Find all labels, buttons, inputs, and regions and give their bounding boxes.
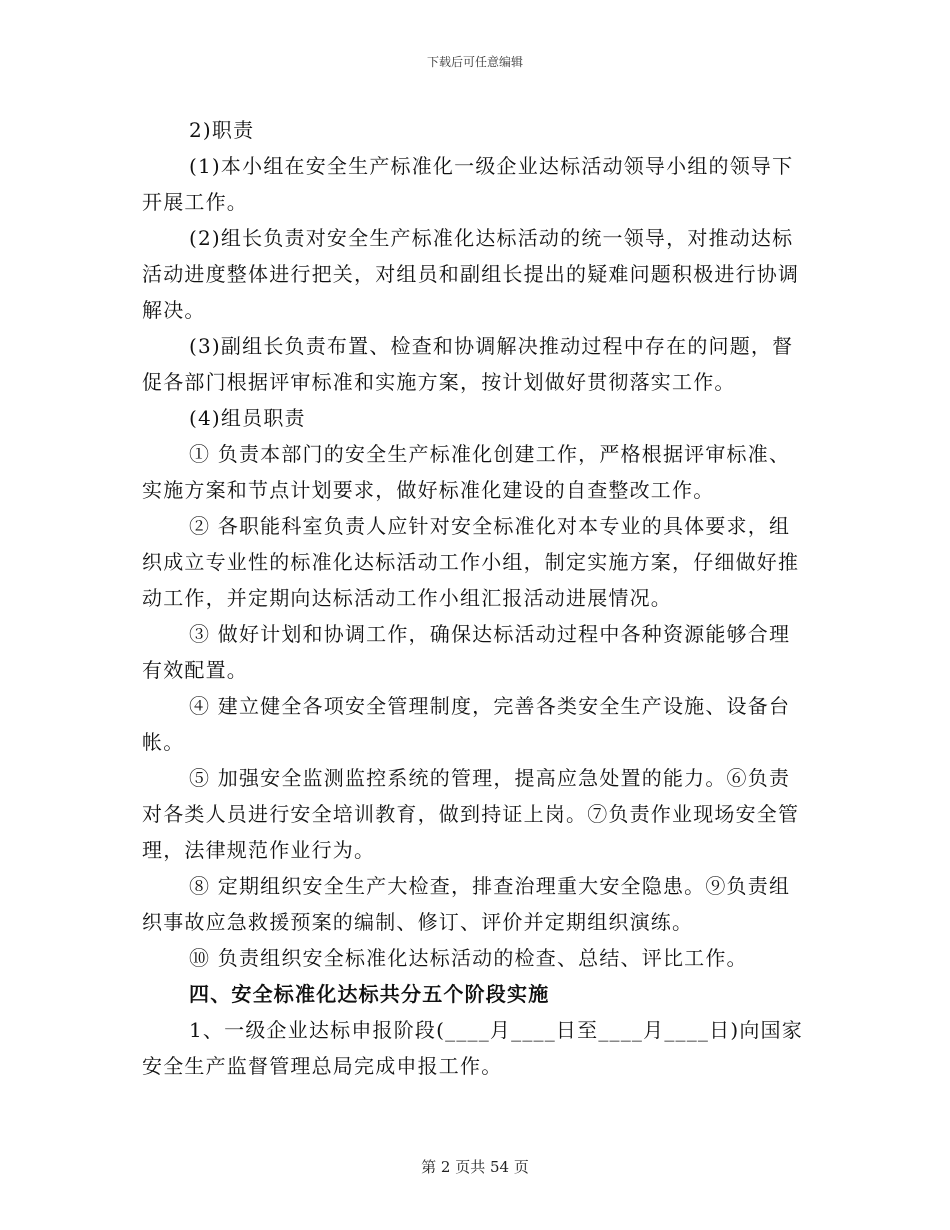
paragraph-circled-1: ① 负责本部门的安全生产标准化创建工作，严格根据评审标准、实施方案和节点计划要求，做好标准化建设的自查整改工作。: [142, 442, 791, 502]
paragraph-duties-heading: 2)职责: [189, 118, 255, 142]
paragraph-phase-1: 1、一级企业达标申报阶段(____月____日至____月____日)向国家安全生产监督管理总局完成申报工作。: [142, 1018, 803, 1078]
paragraph-item-2: (2)组长负责对安全生产标准化达标活动的统一领导，对推动达标活动进度整体进行把关，对组员和副组长提出的疑难问题积极进行协调解决。: [142, 226, 800, 322]
section-heading-four: 四、安全标准化达标共分五个阶段实施: [189, 982, 550, 1006]
page-footer: 第 2 页共 54 页: [421, 1158, 529, 1176]
paragraph-item-4: (4)组员职责: [189, 406, 306, 430]
page-header: 下载后可任意编辑: [426, 55, 523, 69]
paragraph-circled-3: ③ 做好计划和协调工作，确保达标活动过程中各种资源能够合理有效配置。: [142, 622, 791, 682]
paragraph-circled-8: ⑧ 定期组织安全生产大检查，排查治理重大安全隐患。⑨负责组织事故应急救援预案的编制、修订、评价并定期组织演练。: [142, 874, 791, 934]
paragraph-circled-5: ⑤ 加强安全监测监控系统的管理，提高应急处置的能力。⑥负责对各类人员进行安全培训教育，做到持证上岗。⑦负责作业现场安全管理，法律规范作业行为。: [142, 766, 800, 862]
paragraph-circled-2: ② 各职能科室负责人应针对安全标准化对本专业的具体要求，组织成立专业性的标准化达标活动工作小组，制定实施方案，仔细做好推动工作，并定期向达标活动工作小组汇报活动进展情况。: [142, 514, 800, 610]
paragraph-circled-10: ⑩ 负责组织安全标准化达标活动的检查、总结、评比工作。: [189, 946, 748, 970]
paragraph-item-3: (3)副组长负责布置、检查和协调解决推动过程中存在的问题，督促各部门根据评审标准和实施方案，按计划做好贯彻落实工作。: [142, 334, 794, 394]
paragraph-item-1: (1)本小组在安全生产标准化一级企业达标活动领导小组的领导下开展工作。: [142, 154, 794, 214]
document-body: [142, 112, 810, 1084]
paragraph-circled-4: ④ 建立健全各项安全管理制度，完善各类安全生产设施、设备台帐。: [142, 694, 791, 754]
